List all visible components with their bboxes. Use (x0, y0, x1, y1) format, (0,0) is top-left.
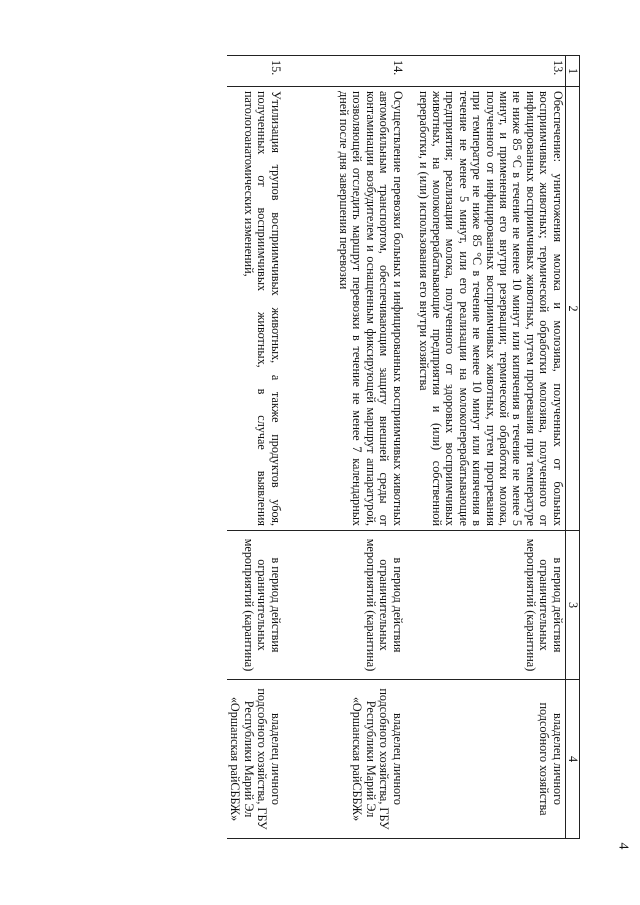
table-row (227, 56, 283, 839)
row-responsible: владелец личного подсобного хозяйства, ГБУ Республики Марий Эл «Оршанская райСББЖ» (283, 680, 405, 839)
row-term: в период действия ограничительных мероприятий (карантина) (405, 531, 566, 680)
row-responsible: владелец личного подсобного хозяйства (405, 680, 566, 839)
header-col-2: 2 (565, 87, 579, 531)
header-col-3: 3 (565, 531, 579, 680)
row-term: в период действия ограничительных мероприятий (карантина) (283, 531, 405, 680)
row-number: 13. (405, 56, 566, 87)
table-row (405, 56, 566, 839)
header-col-1: 1 (565, 56, 579, 87)
header-col-4: 4 (565, 680, 579, 839)
row-number: 15. (227, 56, 283, 87)
measures-table (227, 55, 580, 839)
row-term: в период действия ограничительных мероприятий (карантина) (227, 531, 283, 680)
row-measure: Осуществление перевозки больных и инфицированных восприимчивых животных автомобильным транспортом, обеспечивающим защиту внешней среды от контаминации возбудителем и оснащенным фиксирующей маршрут аппаратурой, позволяющей отследить маршрут перевозки в течение не менее 7 календарных дней после дня завершения перевозки (283, 87, 405, 531)
page-number: 4 (615, 842, 631, 850)
table-row (283, 56, 405, 839)
table-header-row (565, 56, 579, 839)
row-measure: Обеспечение: уничтожения молока и молозива, полученных от больных восприимчивых животных; термической обработки молозива, полученного от инфицированных восприимчивых животных, путем прогревания при температуре не ниже 85 °С в течение не менее 10 минут или кипячения в течение не менее 5 минут, и применения его внутри резервации; термической обработки молока, полученного от инфицированных восприимчивых животных, путем прогревания при температуре не ниже 85 °С в течение не менее 10 минут или кипячения в течение не менее 5 минут, или его реализации на молокоперерабатывающие предприятия; реализации молока, полученного от здоровых восприимчивых животных, на молокоперерабатывающие предприятия и (или) собственной переработки, и (или) использования его внутри хозяйства (405, 87, 566, 531)
row-measure: Утилизация трупов восприимчивых животных, а также продуктов убоя, полученных от восприимчивых животных, в случае выявления патологоанатомических изменений, (227, 87, 283, 531)
row-number: 14. (283, 56, 405, 87)
row-responsible: владелец личного подсобного хозяйства, ГБУ Республики Марий Эл «Оршанская райСББЖ» (227, 680, 283, 839)
